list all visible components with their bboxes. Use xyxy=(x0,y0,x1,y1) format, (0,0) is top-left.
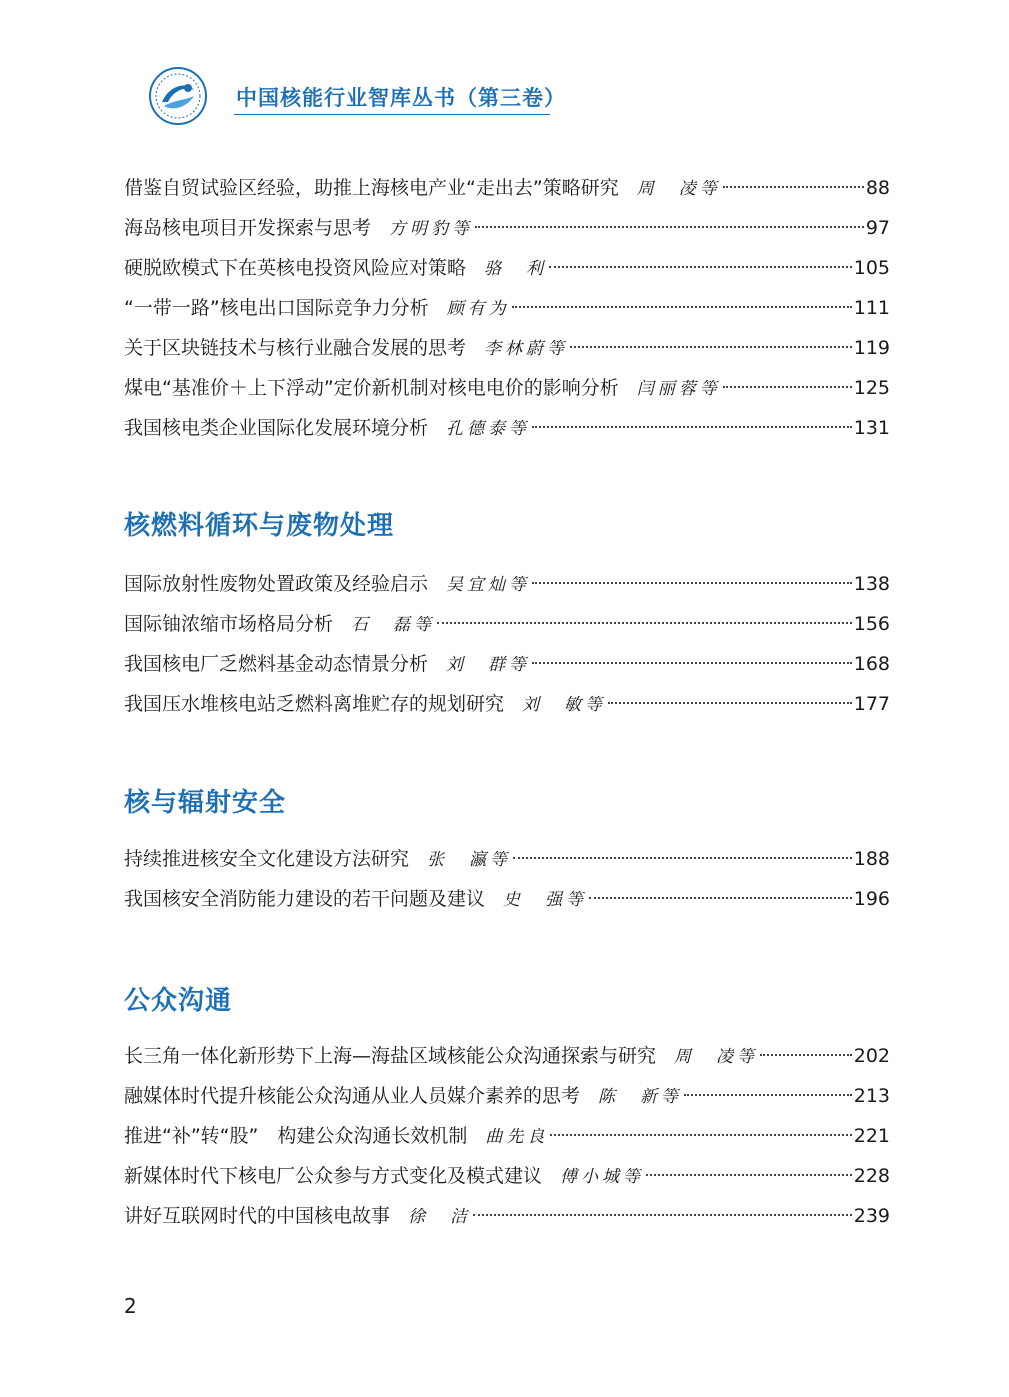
toc-entry-page: 131 xyxy=(853,417,890,439)
toc-entry[interactable] xyxy=(124,408,890,448)
toc-entry-page: 105 xyxy=(853,257,890,279)
toc-entry-author: 顾有为 xyxy=(446,299,510,319)
toc-entry-author: 曲先良 xyxy=(485,1127,549,1147)
toc-entry[interactable] xyxy=(124,248,890,288)
toc-entry-author: 孔德泰等 xyxy=(446,419,531,439)
toc-entry-page: 111 xyxy=(853,297,890,319)
toc-entry-author: 方明豹等 xyxy=(389,219,474,239)
toc-entry-page: 239 xyxy=(853,1205,890,1227)
toc-entry-title: 海岛核电项目开发探索与思考 xyxy=(124,217,372,239)
toc-entry-author: 周 凌等 xyxy=(674,1047,759,1067)
think-tank-logo-icon xyxy=(148,66,208,126)
dot-leader xyxy=(532,426,852,428)
toc-entry-title: 融媒体时代提升核能公众沟通从业人员媒介素养的思考 xyxy=(124,1085,581,1107)
toc-entry[interactable] xyxy=(124,368,890,408)
toc-entry[interactable] xyxy=(124,1076,890,1116)
toc-group-public-communication xyxy=(124,1036,890,1236)
toc-entry-title: 推进“补”转“股” 构建公众沟通长效机制 xyxy=(124,1125,468,1147)
dot-leader xyxy=(475,226,864,228)
book-series-title: 中国核能行业智库丛书（第三卷） xyxy=(236,85,566,110)
dot-leader xyxy=(550,1134,851,1136)
toc-entry-author: 史 强等 xyxy=(503,890,588,910)
toc-entry[interactable] xyxy=(124,1036,890,1076)
toc-entry-title: 我国核电类企业国际化发展环境分析 xyxy=(124,417,429,439)
toc-entry-author: 陈 新等 xyxy=(598,1087,683,1107)
toc-entry[interactable] xyxy=(124,328,890,368)
toc-entry-title: 国际放射性废物处置政策及经验启示 xyxy=(124,573,429,595)
toc-entry-page: 177 xyxy=(853,693,890,715)
toc-entry-title: 我国核电厂乏燃料基金动态情景分析 xyxy=(124,653,429,675)
toc-entry-page: 213 xyxy=(853,1085,890,1107)
toc-entry-title: 长三角一体化新形势下上海—海盐区域核能公众沟通探索与研究 xyxy=(124,1045,657,1067)
header-rule xyxy=(234,114,550,115)
section-heading-public-communication: 公众沟通 xyxy=(124,986,233,1016)
toc-entry[interactable] xyxy=(124,168,890,208)
toc-entry-title: 我国核安全消防能力建设的若干问题及建议 xyxy=(124,888,486,910)
dot-leader xyxy=(760,1054,852,1056)
toc-group-general xyxy=(124,168,890,448)
toc-entry[interactable] xyxy=(124,1156,890,1196)
toc-entry-page: 156 xyxy=(853,613,890,635)
toc-entry-page: 228 xyxy=(853,1165,890,1187)
toc-entry-title: 煤电“基准价＋上下浮动”定价新机制对核电电价的影响分析 xyxy=(124,377,619,399)
toc-entry-title: 国际铀浓缩市场格局分析 xyxy=(124,613,334,635)
dot-leader xyxy=(549,266,852,268)
toc-group-fuel-cycle xyxy=(124,564,890,724)
toc-entry[interactable] xyxy=(124,644,890,684)
toc-entry-page: 138 xyxy=(853,573,890,595)
toc-entry[interactable] xyxy=(124,288,890,328)
toc-entry-author: 周 凌等 xyxy=(636,179,721,199)
toc-entry[interactable] xyxy=(124,879,890,919)
toc-entry-author: 李林蔚等 xyxy=(484,339,569,359)
toc-entry-page: 125 xyxy=(853,377,890,399)
toc-entry-author: 傅小城等 xyxy=(560,1167,645,1187)
toc-entry-author: 骆 利 xyxy=(484,259,548,279)
toc-entry-title: 持续推进核安全文化建设方法研究 xyxy=(124,848,410,870)
toc-entry[interactable] xyxy=(124,1116,890,1156)
dot-leader xyxy=(646,1174,852,1176)
page-number: 2 xyxy=(124,1294,137,1318)
toc-entry[interactable] xyxy=(124,564,890,604)
toc-entry-page: 168 xyxy=(853,653,890,675)
toc-entry-author: 吴宜灿等 xyxy=(446,575,531,595)
toc-entry[interactable] xyxy=(124,1196,890,1236)
toc-entry-title: “一带一路”核电出口国际竞争力分析 xyxy=(124,297,429,319)
toc-entry-page: 97 xyxy=(865,217,890,239)
toc-entry[interactable] xyxy=(124,208,890,248)
dot-leader xyxy=(437,622,852,624)
dot-leader xyxy=(473,1214,852,1216)
toc-entry-page: 221 xyxy=(853,1125,890,1147)
toc-entry[interactable] xyxy=(124,684,890,724)
dot-leader xyxy=(608,702,852,704)
dot-leader xyxy=(684,1094,852,1096)
dot-leader xyxy=(723,386,852,388)
toc-group-radiation-safety xyxy=(124,839,890,919)
dot-leader xyxy=(532,582,852,584)
toc-entry-author: 徐 洁 xyxy=(408,1207,472,1227)
dot-leader xyxy=(589,897,852,899)
section-heading-radiation-safety: 核与辐射安全 xyxy=(124,788,287,818)
toc-entry-title: 硬脱欧模式下在英核电投资风险应对策略 xyxy=(124,257,467,279)
dot-leader xyxy=(532,662,852,664)
dot-leader xyxy=(512,306,852,308)
toc-entry-author: 石 磊等 xyxy=(351,615,436,635)
toc-entry[interactable] xyxy=(124,839,890,879)
toc-entry-author: 张 瀛等 xyxy=(427,850,512,870)
toc-entry-title: 关于区块链技术与核行业融合发展的思考 xyxy=(124,337,467,359)
toc-entry-page: 88 xyxy=(865,177,890,199)
dot-leader xyxy=(723,186,864,188)
toc-entry-title: 借鉴自贸试验区经验，助推上海核电产业“走出去”策略研究 xyxy=(124,177,619,199)
toc-entry-title: 新媒体时代下核电厂公众参与方式变化及模式建议 xyxy=(124,1165,543,1187)
running-header xyxy=(148,66,568,126)
toc-entry-title: 讲好互联网时代的中国核电故事 xyxy=(124,1205,391,1227)
toc-entry[interactable] xyxy=(124,604,890,644)
dot-leader xyxy=(513,857,852,859)
toc-entry-author: 闫丽蓉等 xyxy=(636,379,721,399)
toc-entry-title: 我国压水堆核电站乏燃料离堆贮存的规划研究 xyxy=(124,693,505,715)
toc-entry-page: 202 xyxy=(853,1045,890,1067)
section-heading-fuel-cycle: 核燃料循环与废物处理 xyxy=(124,511,395,541)
dot-leader xyxy=(570,346,852,348)
toc-entry-page: 196 xyxy=(853,888,890,910)
toc-entry-author: 刘 群等 xyxy=(446,655,531,675)
toc-entry-author: 刘 敏等 xyxy=(522,695,607,715)
toc-entry-page: 119 xyxy=(853,337,890,359)
toc-entry-page: 188 xyxy=(853,848,890,870)
